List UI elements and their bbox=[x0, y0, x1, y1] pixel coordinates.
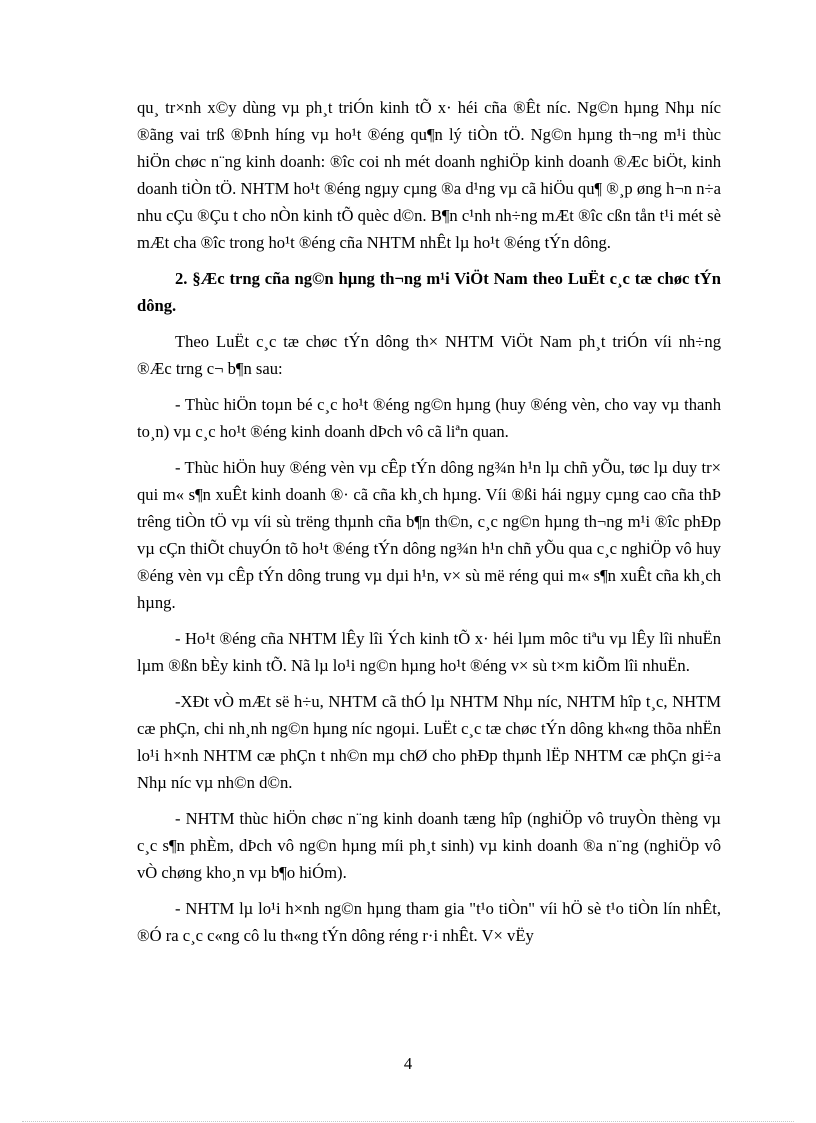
document-body bbox=[137, 94, 721, 958]
list-item-ownership: -XÐt vÒ mÆt së h÷u, NHTM cã thÓ lµ NHTM Nhµ níc, NHTM hîp t¸c, NHTM cæ phÇn, chi nh¸nh ng©n hµng níc ngoµi. LuËt c¸c tæ chøc tÝn dông kh«ng thõa nhËn lo¹i h×nh NHTM cæ phÇn t nh©n mµ chØ cho phÐp thµnh lËp NHTM cæ phÇn gi÷a Nhµ níc vµ nh©n d©n. bbox=[137, 692, 721, 792]
list-item-profit-objective: - Ho¹t ®éng cña NHTM lÊy lîi Ých kinh tÕ x· héi lµm môc tiªu vµ lÊy lîi nhuËn lµm ®ßn bÈy kinh tÕ. Nã lµ lo¹i ng©n hµng ho¹t ®éng v× sù t×m kiÕm lîi nhuËn. bbox=[137, 629, 721, 675]
list-item-business-functions: - NHTM thùc hiÖn chøc n¨ng kinh doanh tæng hîp (nghiÖp vô truyÒn thèng vµ c¸c s¶n phÈm, dÞch vô ng©n hµng míi ph¸t sinh) vµ kinh doanh ®a n¨ng (nghiÖp vô vÒ chøng kho¸n vµ b¶o hiÓm). bbox=[137, 809, 721, 882]
page-bottom-divider bbox=[22, 1121, 794, 1122]
page-number: 4 bbox=[403, 1054, 413, 1073]
paragraph-intro-continuation: qu¸ tr×nh x©y dùng vµ ph¸t triÓn kinh tÕ x· héi cña ®Êt níc. Ng©n hµng Nhµ níc ®ãng vai trß ®Þnh híng vµ ho¹t ®éng qu¶n lý tiÒn tÖ. Ng©n hµng th¬ng m¹i thùc hiÖn chøc n¨ng kinh doanh: ®îc coi nh mét doanh nghiÖp kinh doanh ®Æc biÖt, kinh doanh tiÒn tÖ. NHTM ho¹t ®éng ngµy cµng ®a d¹ng vµ cã hiÖu qu¶ ®¸p øng h¬n n÷a nhu cÇu ®Çu t cho nÒn kinh tÕ quèc d©n. B¶n c¹nh nh÷ng mÆt ®îc cßn tån t¹i mét sè mÆt cha ®îc trong ho¹t ®éng cña NHTM nhÊt lµ ho¹t ®éng tÝn dông. bbox=[137, 98, 721, 252]
section-heading: 2. §Æc trng cña ng©n hµng th¬ng m¹i ViÖt Nam theo LuËt c¸c tæ chøc tÝn dông. bbox=[137, 269, 721, 315]
paragraph-lead-in: Theo LuËt c¸c tæ chøc tÝn dông th× NHTM ViÖt Nam ph¸t triÓn víi nh÷ng ®Æc trng c¬ b¶n sau: bbox=[137, 332, 721, 378]
list-item-short-term-credit: - Thùc hiÖn huy ®éng vèn vµ cÊp tÝn dông ng¾n h¹n lµ chñ yÕu, tøc lµ duy tr× qui m« s¶n xuÊt kinh doanh ®· cã cña kh¸ch hµng. Víi ®ßi hái ngµy cµng cao cña thÞ trêng tiÒn tÖ vµ víi sù trëng thµnh cña b¶n th©n, c¸c ng©n hµng th¬ng m¹i ®îc phÐp vµ cÇn thiÕt chuyÓn tõ ho¹t ®éng tÝn dông ng¾n h¹n chñ yÕu qua c¸c nghiÖp vô huy ®éng vèn vµ cÊp tÝn dông trung vµ dµi h¹n, v× sù më réng qui m« s¶n xuÊt cña kh¸ch hµng. bbox=[137, 458, 721, 612]
list-item-money-creation: - NHTM lµ lo¹i h×nh ng©n hµng tham gia "t¹o tiÒn" víi hÖ sè t¹o tiÒn lín nhÊt, ®Ó ra c¸c c«ng cô lu th«ng tÝn dông réng r·i nhÊt. V× vËy bbox=[137, 899, 721, 945]
list-item-banking-activities: - Thùc hiÖn toµn bé c¸c ho¹t ®éng ng©n hµng (huy ®éng vèn, cho vay vµ thanh to¸n) vµ c¸c ho¹t ®éng kinh doanh dÞch vô cã liªn quan. bbox=[137, 395, 721, 441]
